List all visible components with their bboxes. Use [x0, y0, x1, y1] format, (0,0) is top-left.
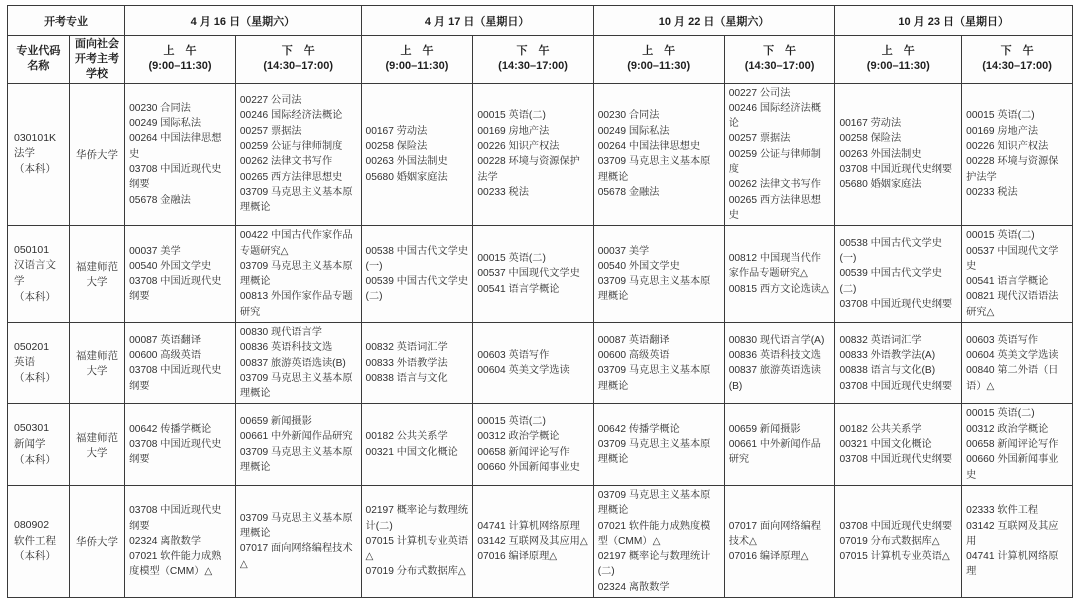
- schedule-cell: 03708 中国近现代史纲要 02324 离散数学 07021 软件能力成熟度模型（CMM）△: [125, 485, 236, 597]
- major-code-name: 050101 汉语言文学 （本科）: [8, 226, 70, 323]
- schedule-cell: 00227 公司法 00246 国际经济法概论 00257 票据法 00259 公证与律师制度 00262 法律文书写作 00265 西方法律思想史 03709 马克思主义基本原理概论: [235, 83, 361, 226]
- exam-schedule-table: [7, 5, 1073, 598]
- schedule-cell: 00538 中国古代文学史(一) 00539 中国古代文学史(二): [361, 226, 473, 323]
- schedule-cell: 00659 新闻摄影 00661 中外新闻作品研究 03709 马克思主义基本原理概论: [235, 404, 361, 485]
- major-code-name: 050301 新闻学 （本科）: [8, 404, 70, 485]
- schedule-cell: 03709 马克思主义基本原理概论 07017 面向网络编程技术△: [235, 485, 361, 597]
- schedule-cell: 00642 传播学概论 03708 中国近现代史纲要: [125, 404, 236, 485]
- pm-header-oct23: 下 午 (14:30–17:00): [962, 36, 1073, 84]
- schedule-cell: 00015 英语(二) 00169 房地产法 00226 知识产权法 00228 环境与资源保护法学 00233 税法: [473, 83, 593, 226]
- major-code-name: 050201 英语 （本科）: [8, 322, 70, 403]
- schedule-cell: 00015 英语(二) 00537 中国现代文学史 00541 语言学概论 00821 现代汉语语法研究△: [962, 226, 1073, 323]
- schedule-cell: 00830 现代语言学 00836 英语科技文选 00837 旅游英语选读(B) 03709 马克思主义基本原理概论: [235, 322, 361, 403]
- school-name: 福建师范大学: [69, 322, 124, 403]
- schedule-cell: 00538 中国古代文学史(一) 00539 中国古代文学史(二) 03708 中国近现代史纲要: [835, 226, 962, 323]
- school-header: 面向社会 开考主考 学校: [69, 36, 124, 84]
- schedule-cell: 00642 传播学概论 03709 马克思主义基本原理概论: [593, 404, 724, 485]
- schedule-cell: 02333 软件工程 03142 互联网及其应用 04741 计算机网络原理: [962, 485, 1073, 597]
- schedule-cell: 00230 合同法 00249 国际私法 00264 中国法律思想史 03709 马克思主义基本原理概论 05678 金融法: [593, 83, 724, 226]
- school-name: 华侨大学: [69, 485, 124, 597]
- schedule-cell: 00037 美学 00540 外国文学史 03709 马克思主义基本原理概论: [593, 226, 724, 323]
- major-code-name: 080902 软件工程 （本科）: [8, 485, 70, 597]
- schedule-cell: 04741 计算机网络原理 03142 互联网及其应用△ 07016 编译原理△: [473, 485, 593, 597]
- table-body: [8, 83, 1073, 598]
- schedule-cell: 00659 新闻摄影 00661 中外新闻作品研究: [724, 404, 835, 485]
- table-row-software: [8, 485, 1073, 597]
- schedule-cell: 00230 合同法 00249 国际私法 00264 中国法律思想史 03708 中国近现代史纲要 05678 金融法: [125, 83, 236, 226]
- schedule-cell: 00015 英语(二) 00537 中国现代文学史 00541 语言学概论: [473, 226, 593, 323]
- schedule-cell: 00182 公共关系学 00321 中国文化概论: [361, 404, 473, 485]
- table-row-law: [8, 83, 1073, 226]
- schedule-cell: 00167 劳动法 00258 保险法 00263 外国法制史 03708 中国近现代史纲要 05680 婚姻家庭法: [835, 83, 962, 226]
- school-name: 福建师范大学: [69, 226, 124, 323]
- table-row-english: [8, 322, 1073, 403]
- schedule-cell: 00830 现代语言学(A) 00836 英语科技文选 00837 旅游英语选读(B): [724, 322, 835, 403]
- pm-header-apr16: 下 午 (14:30–17:00): [235, 36, 361, 84]
- schedule-cell: 00603 英语写作 00604 英美文学选读: [473, 322, 593, 403]
- pm-header-apr17: 下 午 (14:30–17:00): [473, 36, 593, 84]
- school-name: 福建师范大学: [69, 404, 124, 485]
- pm-header-oct22: 下 午 (14:30–17:00): [724, 36, 835, 84]
- schedule-cell: 07017 面向网络编程技术△ 07016 编译原理△: [724, 485, 835, 597]
- schedule-cell: 00015 英语(二) 00312 政治学概论 00658 新闻评论写作 00660 外国新闻事业史: [962, 404, 1073, 485]
- schedule-cell: 00832 英语词汇学 00833 外语教学法 00838 语言与文化: [361, 322, 473, 403]
- schedule-cell: 00182 公共关系学 00321 中国文化概论 03708 中国近现代史纲要: [835, 404, 962, 485]
- schedule-cell: 02197 概率论与数理统计(二) 07015 计算机专业英语△ 07019 分布式数据库△: [361, 485, 473, 597]
- date-header-oct23: 10 月 23 日（星期日）: [835, 6, 1073, 36]
- schedule-cell: 00037 美学 00540 外国文学史 03708 中国近现代史纲要: [125, 226, 236, 323]
- schedule-cell: 00087 英语翻译 00600 高级英语 03709 马克思主义基本原理概论: [593, 322, 724, 403]
- major-code-header: 专业代码 名称: [8, 36, 70, 84]
- schedule-cell: 00015 英语(二) 00312 政治学概论 00658 新闻评论写作 00660 外国新闻事业史: [473, 404, 593, 485]
- schedule-cell: 00603 英语写作 00604 英美文学选读 00840 第二外语（日语）△: [962, 322, 1073, 403]
- schedule-cell: 00812 中国现当代作家作品专题研究△ 00815 西方文论选读△: [724, 226, 835, 323]
- date-header-oct22: 10 月 22 日（星期六）: [593, 6, 835, 36]
- major-code-name: 030101K 法学 （本科）: [8, 83, 70, 226]
- corner-header: 开考专业: [8, 6, 125, 36]
- schedule-cell: 03709 马克思主义基本原理概论 07021 软件能力成熟度模型（CMM）△ 02197 概率论与数理统计(二) 02324 离散数学: [593, 485, 724, 597]
- am-header-apr17: 上 午 (9:00–11:30): [361, 36, 473, 84]
- table-row-journalism: [8, 404, 1073, 485]
- table-row-chinese: [8, 226, 1073, 323]
- am-header-oct23: 上 午 (9:00–11:30): [835, 36, 962, 84]
- date-header-apr17: 4 月 17 日（星期日）: [361, 6, 593, 36]
- date-header-apr16: 4 月 16 日（星期六）: [125, 6, 361, 36]
- table-header: [8, 6, 1073, 84]
- schedule-cell: 03708 中国近现代史纲要 07019 分布式数据库△ 07015 计算机专业英语△: [835, 485, 962, 597]
- schedule-cell: 00422 中国古代作家作品专题研究△ 03709 马克思主义基本原理概论 00813 外国作家作品专题研究: [235, 226, 361, 323]
- schedule-cell: 00227 公司法 00246 国际经济法概论 00257 票据法 00259 公证与律师制度 00262 法律文书写作 00265 西方法律思想史: [724, 83, 835, 226]
- am-header-oct22: 上 午 (9:00–11:30): [593, 36, 724, 84]
- schedule-cell: 00832 英语词汇学 00833 外语教学法(A) 00838 语言与文化(B) 03708 中国近现代史纲要: [835, 322, 962, 403]
- schedule-cell: 00087 英语翻译 00600 高级英语 03708 中国近现代史纲要: [125, 322, 236, 403]
- date-header-row: [8, 6, 1073, 36]
- school-name: 华侨大学: [69, 83, 124, 226]
- session-header-row: [8, 36, 1073, 84]
- schedule-cell: 00015 英语(二) 00169 房地产法 00226 知识产权法 00228 环境与资源保护法学 00233 税法: [962, 83, 1073, 226]
- schedule-cell: 00167 劳动法 00258 保险法 00263 外国法制史 05680 婚姻家庭法: [361, 83, 473, 226]
- am-header-apr16: 上 午 (9:00–11:30): [125, 36, 236, 84]
